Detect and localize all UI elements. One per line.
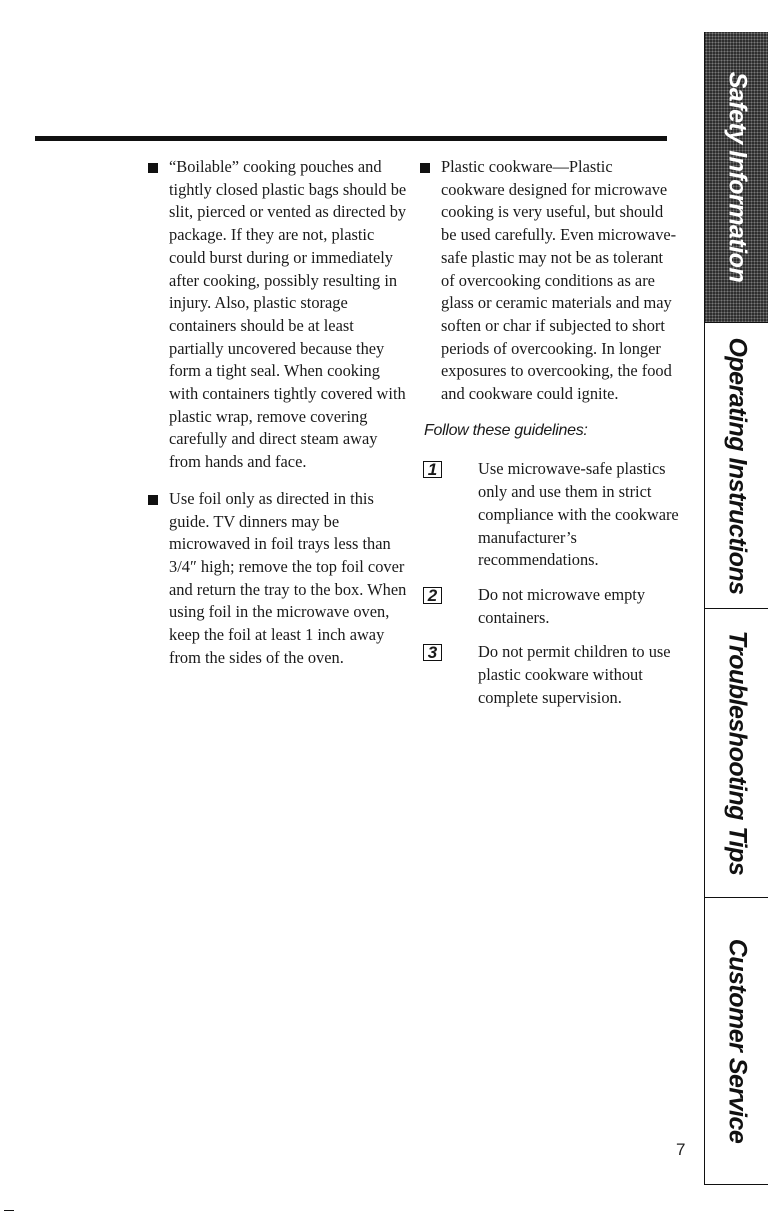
guideline-text: Use microwave-safe plastics only and use them in strict compliance with the cookware manufacturer’s recommendations. xyxy=(478,459,679,570)
page-number: 7 xyxy=(676,1140,686,1159)
number-box: 1 xyxy=(423,461,442,478)
tab-safety-information[interactable] xyxy=(705,32,768,322)
bullet-item xyxy=(418,156,680,406)
tab-operating-instructions[interactable] xyxy=(705,322,768,608)
bullet-text: Use foil only as directed in this guide. TV dinners may be microwaved in foil trays less than 3/4″ high; remove the top foil cover and return the tray to the box. When using foil in the microwave oven, keep the foil at least 1 inch away from the sides of the oven. xyxy=(169,488,407,667)
number-box: 2 xyxy=(423,587,442,604)
right-column xyxy=(418,156,680,721)
guideline-item xyxy=(418,641,680,709)
corner-mark xyxy=(4,1210,14,1211)
guideline-text: Do not microwave empty containers. xyxy=(478,584,646,627)
bullet-square-icon xyxy=(148,495,158,505)
guideline-text: Do not permit children to use plastic cookware without complete supervision. xyxy=(478,642,671,707)
bullet-text: “Boilable” cooking pouches and tightly closed plastic bags should be slit, pierced or vented as directed by package. If they are not, plastic could burst during or immediately after cooking, possibly resulting in injury. Also, plastic storage containers should be at least partially uncovered because they form a tight seal. When cooking with containers tightly covered with plastic wrap, remove covering carefully and direct steam away from hands and face. xyxy=(169,157,407,472)
left-column xyxy=(146,156,408,683)
header-rule xyxy=(35,136,667,141)
guidelines-heading: Follow these guidelines: xyxy=(424,421,588,439)
tab-label: Troubleshooting Tips xyxy=(723,630,751,876)
tab-troubleshooting-tips[interactable] xyxy=(705,608,768,897)
tab-label: Operating Instructions xyxy=(723,336,751,595)
section-tabs xyxy=(704,32,768,1185)
bullet-square-icon xyxy=(148,163,158,173)
guideline-item xyxy=(418,584,680,629)
bullet-text: Plastic cookware—Plastic cookware designed for microwave cooking is very useful, but should be used carefully. Even microwave-safe plastic may not be as tolerant of overcooking conditions as are glass or ceramic materials and may soften or char if subjected to short periods of overcooking. In longer exposures to overcooking, the food and cookware could ignite. xyxy=(441,157,677,404)
bullet-square-icon xyxy=(420,163,430,173)
tab-customer-service[interactable] xyxy=(705,897,768,1185)
bullet-item xyxy=(146,156,408,474)
tab-label: Safety Information xyxy=(723,71,751,283)
number-box: 3 xyxy=(423,644,442,661)
tab-label: Customer Service xyxy=(723,938,751,1144)
guideline-item xyxy=(418,458,680,572)
bullet-item xyxy=(146,488,408,670)
